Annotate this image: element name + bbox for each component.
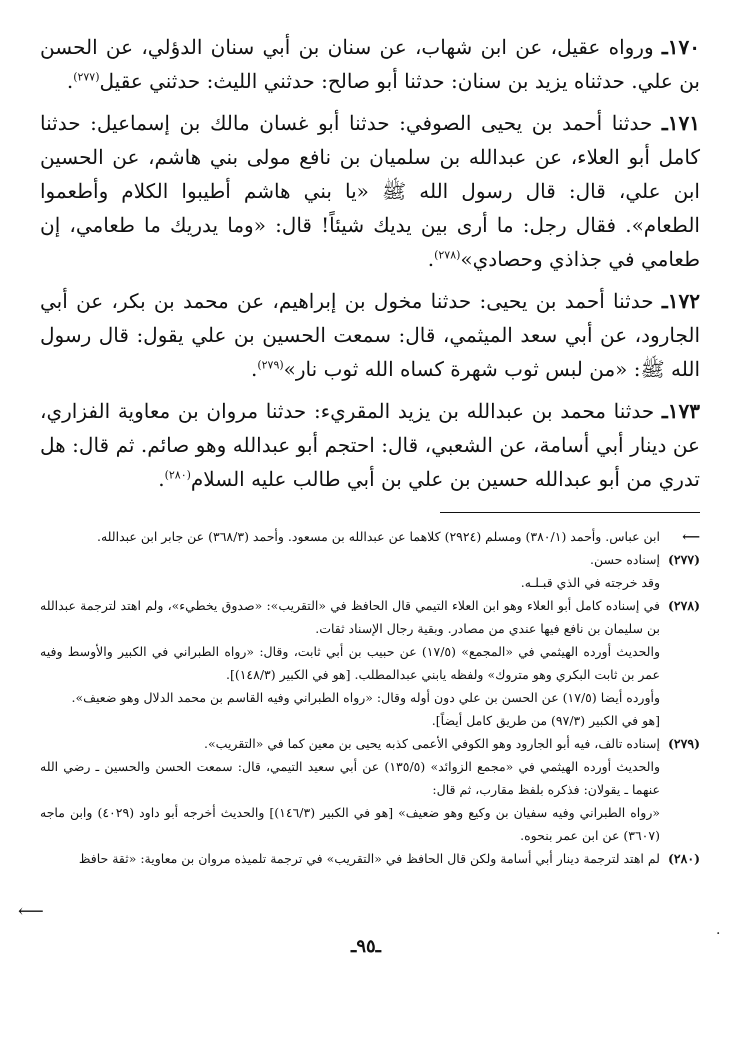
- footnote-continued: ⟵ ابن عباس. وأحمد (٣٨٠/١) ومسلم (٢٩٢٤) كلاهما عن عبدالله بن مسعود. وأحمد (٣٦٨/٣) عن جابر ابن عبدالله.: [40, 525, 700, 548]
- scan-mark: ·: [716, 926, 721, 942]
- page-number: ـ٩٥ـ: [351, 936, 381, 957]
- hadith-entry: ١٧٠ـ ورواه عقيل، عن ابن شهاب، عن سنان بن أبي سنان الدؤلي، عن الحسن بن علي. حدثناه يزيد بن سنان: حدثنا أبو صالح: حدثني الليث: حدثني عقيل$^{(٢٧٧)}$.: [40, 35, 700, 93]
- footnote-277: (٢٧٧) إسناده حسن. وقد خرجته في الذي قبـلـه.: [40, 548, 700, 594]
- continuation-arrow-icon: ⟵: [18, 901, 44, 922]
- page-body: [40, 30, 700, 870]
- hadith-number: ١٧٢ـ: [661, 289, 700, 313]
- hadith-number: ١٧٣ـ: [661, 399, 701, 423]
- hadith-entry: ١٧٣ـ حدثنا محمد بن عبدالله بن يزيد المقريء: حدثنا مروان بن معاوية الفزاري، عن دينار أبي أسامة، عن الشعبي، قال: احتجم أبو عبدالله وهو صائم. ثم قال: هل تدري من أبو عبدالله حسين بن علي بن أبي طالب عليه السلام$^{(٢٨٠)}$.: [40, 399, 701, 491]
- hadith-number: ١٧٠ـ: [661, 35, 700, 59]
- footnote-ref: (٢٧٧): [73, 70, 100, 84]
- hadith-text: حدثنا أحمد بن يحيى الصوفي: حدثنا أبو غسان مالك بن إسماعيل: حدثنا كامل أبو العلاء، عن عبدالله بن سلميان بن نافع مولى بني هاشم، عن الحسين ابن علي، قال: قال رسول الله ﷺ «يا بني هاشم أطيبوا الكلام وأطعموا الطعام». فقال رجل: ما أرى بين يديك شيئاً! قال: «وما يدريك ما طعامي، إن طعامي في جذاذي وحصادي»: [40, 111, 700, 271]
- hadith-text: حدثنا أحمد بن يحيى: حدثنا مخول بن إبراهيم، عن محمد بن بكر، عن أبي الجارود، عن أبي سعد الميثمي، قال: سمعت الحسين بن علي يقول: قال رسول الله ﷺ: «من لبس ثوب شهرة كساه الله ثوب نار»: [40, 289, 700, 381]
- hadith-number: ١٧١ـ: [661, 111, 700, 135]
- hadith-entry: ١٧٢ـ حدثنا أحمد بن يحيى: حدثنا مخول بن إبراهيم، عن محمد بن بكر، عن أبي الجارود، عن أبي سعد الميثمي، قال: سمعت الحسين بن علي يقول: قال رسول الله ﷺ: «من لبس ثوب شهرة كساه الله ثوب نار»$^{(٢٧٩)}$.: [40, 289, 700, 381]
- continuation-arrow-icon: ⟵: [682, 529, 700, 544]
- footnote-number: (٢٨٠): [668, 851, 700, 866]
- footnotes: [40, 525, 700, 870]
- hadith-text: ورواه عقيل، عن ابن شهاب، عن سنان بن أبي سنان الدؤلي، عن الحسن بن علي. حدثناه يزيد بن سنان: حدثنا أبو صالح: حدثني الليث: حدثني عقيل: [40, 35, 700, 93]
- footnote-number: (٢٧٨): [668, 598, 700, 613]
- footnote-279: (٢٧٩) إسناده تالف، فيه أبو الجارود وهو الكوفي الأعمى كذبه يحيى بن معين كما في «التقريب». والحديث أورده الهيثمي في «مجمع الزوائد» (١٣٥/٥) عن أبي سعيد التيمي، قال: سمعت الحسن والحسين ـ رضي الله عنهما ـ يقولان: فذكره بلفظ مقارب، ثم قال: «رواه الطبراني وفيه سفيان بن وكيع وهو ضعيف» [هو في الكبير (١٤٦/٣)] والحديث أخرجه أبو داود (٤٠٢٩) وابن ماجه (٣٦٠٧) عن ابن عمر بنحوه.: [40, 732, 700, 847]
- hadith-entry: ١٧١ـ حدثنا أحمد بن يحيى الصوفي: حدثنا أبو غسان مالك بن إسماعيل: حدثنا كامل أبو العلاء، عن عبدالله بن سلميان بن نافع مولى بني هاشم، عن الحسين ابن علي، قال: قال رسول الله ﷺ «يا بني هاشم أطيبوا الكلام وأطعموا الطعام». فقال رجل: ما أرى بين يديك شيئاً! قال: «وما يدريك ما طعامي، إن طعامي في جذاذي وحصادي»$^{(٢٧٨)}$.: [40, 111, 700, 271]
- footnote-number: (٢٧٧): [668, 552, 700, 567]
- footnote-280: (٢٨٠) لم اهتد لترجمة دينار أبي أسامة ولكن قال الحافظ في «التقريب» في ترجمة تلميذه مروان بن معاوية: «ثقة حافظ: [40, 847, 700, 870]
- footnote-number: (٢٧٩): [668, 736, 700, 751]
- main-text: [40, 30, 700, 496]
- footnote-ref: (٢٧٩): [257, 358, 284, 372]
- footnote-ref: (٢٨٠): [164, 468, 191, 482]
- footnote-ref: (٢٧٨): [434, 248, 461, 262]
- footnote-divider: [440, 512, 700, 513]
- footnote-278: (٢٧٨) في إسناده كامل أبو العلاء وهو ابن العلاء التيمي قال الحافظ في «التقريب»: «صدوق يخطيء»، ولم اهتد لترجمة عبدالله بن سليمان بن نافع فيها عندي من مصادر. وبقية رجال الإسناد ثقات. والحديث أورده الهيثمي في «المجمع» (١٧/٥) عن حبيب بن أبي ثابت، وقال: «رواه الطبراني في الكبير والأوسط وفيه عمر بن ثابت البكري وهو متروك» ولفظه يابني عبدالمطلب. [هو في الكبير (١٤٨/٣)]. وأورده أيضا (١٧/٥) عن الحسن بن علي دون أوله وقال: «رواه الطبراني وفيه القاسم بن محمد الدلال وهو ضعيف». [هو في الكبير (٩٧/٣) من طريق كامل أيضاً].: [40, 594, 700, 732]
- hadith-text: حدثنا محمد بن عبدالله بن يزيد المقريء: حدثنا مروان بن معاوية الفزاري، عن دينار أبي أسامة، عن الشعبي، قال: احتجم أبو عبدالله وهو صائم. ثم قال: هل تدري من أبو عبدالله حسين بن علي بن أبي طالب عليه السلام: [40, 399, 700, 491]
